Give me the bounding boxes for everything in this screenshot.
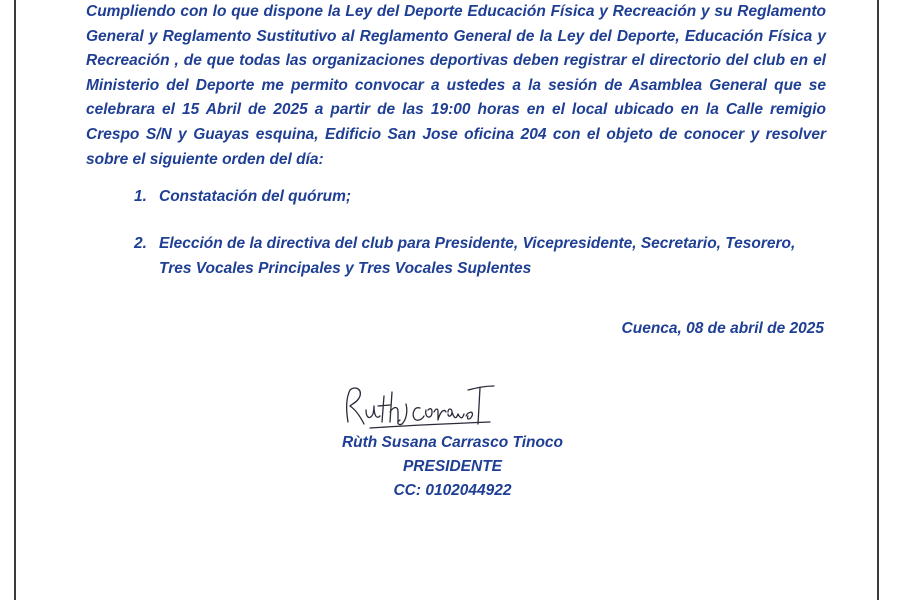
signer-name: Rùth Susana Carrasco Tinoco: [341, 434, 564, 451]
place-date: Cuenca, 08 de abril de 2025: [621, 320, 824, 337]
agenda-item-number: 1.: [134, 188, 147, 205]
signer-role: PRESIDENTE: [402, 458, 503, 475]
signature-block: [300, 431, 605, 503]
agenda-item-number: 2.: [134, 235, 147, 252]
page-border-left: [14, 0, 16, 600]
signer-id: CC: 0102044922: [393, 482, 512, 499]
convocation-paragraph: Cumpliendo con lo que dispone la Ley del Deporte Educación Física y Recreación y su Reglamento General y Reglamento Sustitutivo al Reglamento General de la Ley del Deporte, Educación Física y Recreación , de que todas las organizaciones deportivas deben registrar el directorio del club en el Ministerio del Deporte me permito convocar a ustedes a la sesión de Asamblea General que se celebrara el 15 Abril de 2025 a partir de las 19:00 horas en el local ubicado en la Calle remigio Crespo S/N y Guayas esquina, Edificio San Jose oficina 204 con el objeto de conocer y resolver sobre el siguiente orden del día:: [86, 3, 826, 168]
agenda-item-text: Elección de la directiva del club para Presidente, Vicepresidente, Secretario, Tesorero, Tres Vocales Principales y Tres Vocales Suplentes: [159, 235, 796, 277]
agenda-item-text: Constatación del quórum;: [159, 188, 352, 205]
page-border-right: [877, 0, 879, 600]
